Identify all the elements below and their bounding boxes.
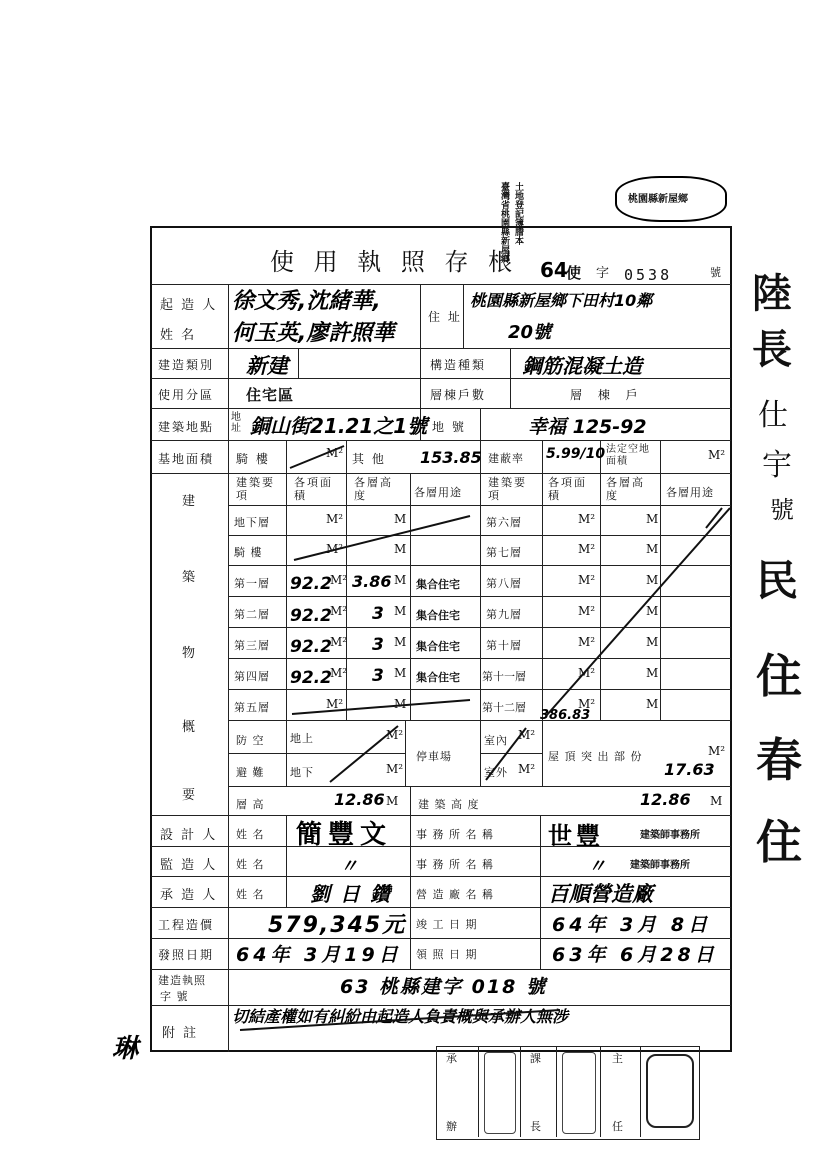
unit-m: M — [394, 512, 407, 526]
sign-label-4: 長 — [530, 1120, 542, 1133]
registry-stamp-line2: 土地登記簿謄本 — [513, 182, 523, 245]
margin-char-3: 仕 — [758, 398, 788, 433]
unit-m2: M² — [326, 697, 344, 711]
parking-indoor: 室內 — [484, 734, 508, 747]
building-permit-value: 63 桃縣建字 018 號 — [340, 976, 547, 998]
floor-name-3: 第三層 — [234, 639, 270, 652]
floors-label: 層棟戶數 — [430, 388, 487, 402]
note-label: 附 註 — [162, 1026, 199, 1041]
unit-m2: M² — [578, 604, 596, 618]
legal-open-space-label: 法定空地面積 — [606, 444, 650, 467]
unit-m: M — [394, 542, 407, 556]
structure-type-label: 構造種類 — [430, 358, 487, 372]
unit-m: M — [394, 604, 407, 618]
contractor-office-label: 營 造 廠 名 稱 — [416, 888, 494, 901]
supervisor-name: 〃 — [340, 856, 358, 877]
margin-char-4: 宇 — [762, 448, 792, 483]
floor-name-7: 第七層 — [486, 546, 522, 559]
designer-office-stamp: 建築師事務所 — [640, 830, 700, 841]
floor-name-5: 第五層 — [234, 701, 270, 714]
shelter-label-1: 防 空 — [236, 734, 265, 747]
unit-m: M — [394, 573, 407, 587]
section-char-3: 物 — [182, 646, 198, 661]
unit-m2: M² — [518, 728, 536, 742]
contractor-office: 百順營造廠 — [548, 882, 653, 906]
arcade-label: 騎 樓 — [236, 452, 270, 466]
address-value-2: 20號 — [508, 322, 552, 343]
floor-4-use: 集合住宅 — [416, 671, 460, 684]
unit-m2: M² — [578, 573, 596, 587]
receive-date-value: 63年 6月28日 — [552, 944, 718, 966]
section-char-4: 概 — [182, 720, 198, 735]
zoning-value: 住宅區 — [246, 386, 295, 404]
applicant-label-2: 姓 名 — [160, 328, 197, 343]
permit-number-value: 0538 — [624, 266, 673, 284]
floor-2-area: 92.2 — [290, 606, 332, 626]
permit-number-zi: 字 — [596, 266, 610, 281]
registry-stamp-line1: 臺灣省桃園縣新屋鄉 — [499, 182, 509, 263]
parking-label: 停車場 — [416, 750, 452, 763]
floor-3-use: 集合住宅 — [416, 640, 460, 653]
unit-m2: M² — [330, 573, 348, 587]
floor-name-basement: 地下層 — [234, 516, 270, 529]
unit-m2: M² — [330, 666, 348, 680]
site-area-label: 基地面積 — [158, 452, 215, 466]
page-title: 使 用 執 照 存 根 — [270, 248, 519, 276]
unit-m: M — [646, 573, 659, 587]
floor-name-4: 第四層 — [234, 670, 270, 683]
unit-m2: M² — [386, 762, 404, 776]
header-area-right: 各項面積 — [548, 476, 587, 502]
floor-1-height: 3.86 — [352, 572, 392, 591]
header-height-right: 各層高度 — [606, 476, 645, 502]
header-item-left: 建築要項 — [236, 476, 275, 502]
supervisor-name-label: 姓 名 — [236, 858, 265, 871]
designer-office-label: 事 務 所 名 稱 — [416, 828, 494, 841]
receive-date-label: 領 照 日 期 — [416, 948, 478, 961]
unit-m2: M² — [578, 542, 596, 556]
other-area-value: 153.85 — [420, 448, 482, 467]
sign-label-3: 課 — [530, 1052, 542, 1065]
floor-4-area: 92.2 — [290, 668, 332, 688]
building-permit-label-1: 建造執照 — [158, 974, 206, 987]
section-char-2: 築 — [182, 570, 198, 585]
building-height-value: 12.86 — [640, 790, 691, 809]
floor-name-12: 第十二層 — [482, 701, 526, 714]
cost-value: 579,345元 — [268, 913, 407, 938]
supervisor-office-stamp: 建築師事務所 — [630, 860, 690, 871]
margin-char-1: 陸 — [752, 270, 792, 317]
coverage-value: 5.99/10 — [546, 446, 606, 462]
section-char-1: 建 — [182, 494, 198, 509]
building-type-label: 建造類別 — [158, 358, 215, 372]
unit-m2: M² — [326, 542, 344, 556]
completion-label: 竣 工 日 期 — [416, 918, 478, 931]
contractor-name: 劉日鑽 — [310, 882, 400, 906]
designer-name: 簡豐文 — [296, 820, 393, 850]
signature-stamp-3 — [646, 1054, 694, 1128]
designer-office: 世豐 — [548, 822, 604, 850]
unit-m: M — [710, 794, 723, 808]
roof-projection-label: 屋 頂 突 出 部 份 — [548, 750, 643, 763]
floor-name-10: 第十層 — [486, 639, 522, 652]
unit-m2: M² — [578, 666, 596, 680]
applicant-names-1: 徐文秀,沈緒華, — [232, 289, 381, 314]
issue-date-value: 64年 3月19日 — [236, 944, 402, 966]
zoning-label: 使用分區 — [158, 388, 215, 402]
margin-char-5: 號 — [770, 496, 794, 524]
legal-open-space-unit: M² — [708, 448, 726, 462]
permit-number-char: 使 — [566, 264, 582, 282]
applicant-names-2: 何玉英,廖許照華 — [232, 321, 395, 346]
supervisor-office: 〃 — [588, 856, 606, 877]
header-height-left: 各層高度 — [354, 476, 393, 502]
roof-projection-value: 17.63 — [664, 760, 715, 779]
unit-m2: M² — [578, 512, 596, 526]
unit-m2: M² — [330, 635, 348, 649]
lot-number-label: 地 號 — [432, 420, 466, 434]
storey-height-value: 12.86 — [334, 790, 385, 809]
unit-m: M — [646, 635, 659, 649]
header-area-left: 各項面積 — [294, 476, 333, 502]
storey-height-label: 層 高 — [236, 798, 265, 811]
structure-type-value: 鋼筋混凝土造 — [522, 354, 642, 378]
address-value-1: 桃園縣新屋鄉下田村10鄰 — [470, 291, 653, 310]
header-use-left: 各層用途 — [414, 486, 462, 499]
building-height-label: 建 築 高 度 — [418, 798, 480, 811]
signature-stamp-2 — [562, 1052, 596, 1134]
address-label: 住 址 — [428, 310, 462, 324]
unit-m2: M² — [386, 728, 404, 742]
shelter-label-2: 避 難 — [236, 766, 265, 779]
floor-1-area: 92.2 — [290, 574, 332, 594]
issue-date-label: 發照日期 — [158, 948, 215, 962]
signature-stamp-1 — [484, 1052, 516, 1134]
completion-value: 64年 3月 8日 — [552, 914, 712, 936]
unit-m: M — [646, 604, 659, 618]
floor-4-height: 3 — [372, 666, 384, 686]
margin-char-7: 住 — [756, 649, 802, 703]
floor-3-height: 3 — [372, 635, 384, 655]
building-type-value: 新建 — [246, 354, 288, 378]
unit-m2: M² — [578, 697, 596, 711]
floor-2-use: 集合住宅 — [416, 609, 460, 622]
header-use-right: 各層用途 — [666, 486, 714, 499]
floor-2-height: 3 — [372, 604, 384, 624]
unit-m: M — [646, 666, 659, 680]
floor-1-use: 集合住宅 — [416, 578, 460, 591]
sign-label-2: 辦 — [446, 1120, 458, 1133]
unit-m: M — [394, 635, 407, 649]
unit-m: M — [386, 794, 399, 808]
margin-char-6: 民 — [756, 556, 799, 605]
floors-value: 層 棟 戶 — [570, 388, 644, 402]
unit-m: M — [394, 697, 407, 711]
header-item-right: 建築要項 — [488, 476, 527, 502]
unit-m2: M² — [578, 635, 596, 649]
floor-name-1: 第一層 — [234, 577, 270, 590]
floor-name-2: 第二層 — [234, 608, 270, 621]
unit-m: M — [394, 666, 407, 680]
floor-name-arcade: 騎 樓 — [234, 546, 263, 559]
margin-char-2: 長 — [752, 326, 792, 373]
floor-name-11: 第十一層 — [482, 670, 526, 683]
location-address-mark: 地址 — [231, 412, 241, 434]
registry-oval-text: 桃園縣新屋鄉 — [628, 194, 688, 205]
unit-m2: M² — [330, 604, 348, 618]
note-value: 切結產權如有糾紛由起造人負責概與承辦人無涉 — [232, 1007, 569, 1026]
unit-m2: M² — [708, 744, 726, 758]
margin-char-9: 住 — [756, 815, 802, 869]
applicant-label-1: 起 造 人 — [160, 298, 218, 313]
contractor-label: 承 造 人 — [160, 888, 218, 903]
sign-label-1: 承 — [446, 1052, 458, 1065]
left-margin-mark: 琳 — [112, 1034, 139, 1064]
contractor-name-label: 姓 名 — [236, 888, 265, 901]
margin-char-8: 春 — [756, 733, 802, 787]
floor-name-8: 第八層 — [486, 577, 522, 590]
sign-label-5: 主 — [612, 1052, 624, 1065]
coverage-label: 建蔽率 — [488, 452, 524, 465]
sign-label-6: 任 — [612, 1120, 624, 1133]
unit-m2: M² — [518, 762, 536, 776]
floor-3-area: 92.2 — [290, 637, 332, 657]
floor-name-6: 第六層 — [486, 516, 522, 529]
location-label: 建築地點 — [158, 420, 215, 434]
cost-label: 工程造價 — [158, 918, 215, 932]
location-address-value: 銅山街21.21之1號 — [250, 414, 428, 438]
unit-m: M — [646, 512, 659, 526]
building-permit-label-2: 字 號 — [160, 990, 189, 1003]
unit-m: M — [646, 697, 659, 711]
unit-m2: M² — [326, 512, 344, 526]
floor-name-9: 第九層 — [486, 608, 522, 621]
designer-label: 設 計 人 — [160, 828, 218, 843]
supervisor-label: 監 造 人 — [160, 858, 218, 873]
permit-number-prefix: 64 — [540, 258, 568, 282]
arcade-unit: M² — [326, 446, 344, 460]
unit-m: M — [646, 542, 659, 556]
other-area-label: 其 他 — [352, 452, 386, 466]
section-char-5: 要 — [182, 788, 198, 803]
parking-outdoor: 室外 — [484, 766, 508, 779]
floor-12-value: 386.83 — [540, 708, 591, 723]
supervisor-office-label: 事 務 所 名 稱 — [416, 858, 494, 871]
shelter-below: 地下 — [290, 766, 314, 779]
designer-name-label: 姓 名 — [236, 828, 265, 841]
lot-number-value: 幸福 125-92 — [528, 416, 647, 438]
shelter-above: 地上 — [290, 732, 314, 745]
permit-number-suffix: 號 — [710, 266, 721, 279]
